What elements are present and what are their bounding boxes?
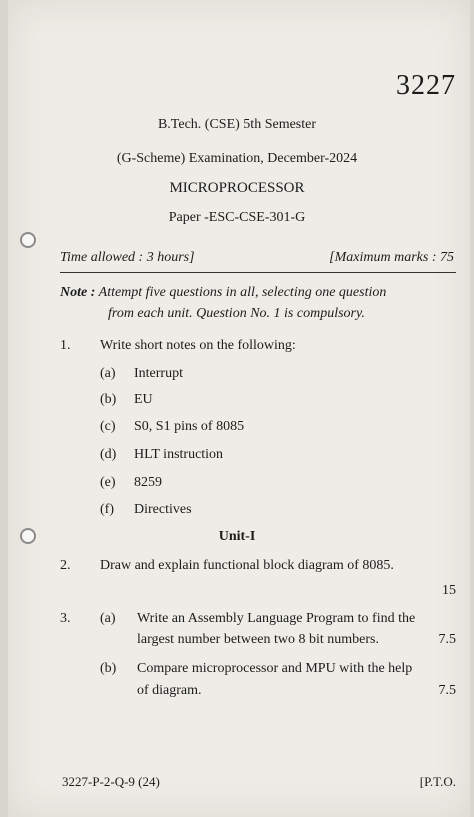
footer-code: 3227-P-2-Q-9 (24)	[62, 774, 160, 789]
q1-item-label: (e)	[100, 475, 116, 490]
q3b-text-2: of diagram.	[137, 683, 202, 698]
divider	[60, 272, 456, 273]
q1-item-text: 8259	[134, 475, 162, 490]
q1-item-label: (c)	[100, 419, 116, 434]
q1-item-label: (a)	[100, 366, 116, 381]
q1-item-text: Directives	[134, 502, 192, 517]
subject-title: MICROPROCESSOR	[169, 180, 305, 196]
time-allowed: Time allowed : 3 hours]	[60, 250, 195, 265]
q1-item-text: EU	[134, 392, 153, 407]
q1-item-label: (d)	[100, 447, 117, 462]
course-line: B.Tech. (CSE) 5th Semester	[157, 117, 317, 132]
note-label: Note :	[60, 285, 96, 300]
q3b-text-1: Compare microprocessor and MPU with the help	[137, 661, 413, 676]
q2-number: 2.	[60, 558, 71, 573]
note-line-1	[60, 285, 386, 301]
q1-item-text: Interrupt	[134, 366, 183, 381]
paper-code: 3227	[396, 70, 456, 101]
q1-item-label: (f)	[100, 502, 114, 517]
maximum-marks: [Maximum marks : 75	[329, 250, 454, 265]
punch-hole-icon	[20, 232, 36, 248]
q3-number: 3.	[60, 611, 71, 626]
q3b-marks: 7.5	[438, 683, 456, 698]
q2-marks: 15	[442, 583, 456, 598]
q1-number: 1.	[60, 338, 71, 353]
q1-item-label: (b)	[100, 392, 117, 407]
q1-item-text: HLT instruction	[134, 447, 224, 462]
q2-text: Draw and explain functional block diagram of 8085.	[100, 558, 394, 573]
q3a-label: (a)	[100, 611, 116, 626]
exam-line: (G-Scheme) Examination, December-2024	[116, 151, 358, 166]
q3a-text-1: Write an Assembly Language Program to find the	[137, 611, 416, 626]
q3a-text-2: largest number between two 8 bit numbers.	[137, 632, 379, 647]
note-text-1: Attempt five questions in all, selecting one question	[98, 285, 387, 300]
footer-pto: [P.T.O.	[419, 774, 456, 789]
q1-text: Write short notes on the following:	[100, 338, 296, 353]
unit-heading: Unit-I	[218, 529, 256, 544]
q3b-label: (b)	[100, 661, 117, 676]
paper-id: Paper -ESC-CSE-301-G	[168, 210, 306, 225]
q3a-marks: 7.5	[438, 632, 456, 647]
note-text-2: from each unit. Question No. 1 is compulsory.	[108, 306, 365, 321]
q1-item-text: S0, S1 pins of 8085	[134, 419, 245, 434]
